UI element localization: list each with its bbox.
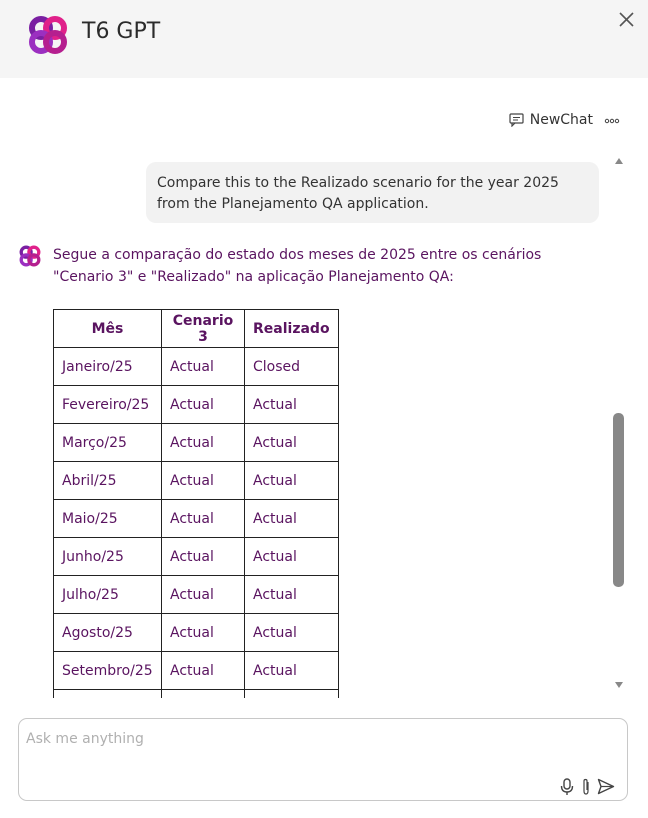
table-row [54,576,339,614]
assistant-avatar-icon [18,245,42,267]
table-row [54,462,339,500]
new-chat-button[interactable] [509,112,593,128]
table-row [54,614,339,652]
chat-scrollbar[interactable] [612,155,626,695]
table-cell: Março/25 [54,424,162,462]
table-cell: Actual [162,386,245,424]
comparison-table [53,309,339,698]
table-cell: Actual [162,424,245,462]
table-cell: Actual [245,386,339,424]
t6-logo-icon [27,15,69,55]
table-cell: Actual [162,462,245,500]
table-cell [245,690,339,699]
header-cenario-3: Cenario 3 [162,310,245,348]
table-cell: Actual [245,462,339,500]
table-cell: Actual [162,614,245,652]
table-cell [162,690,245,699]
assistant-message: Segue a comparação do estado dos meses de 2025 entre os cenários "Cenario 3" e "Realizado" na aplicação Planejamento QA: [53,247,542,285]
new-chat-label: NewChat [529,112,593,128]
table-row [54,652,339,690]
table-cell: Closed [245,348,339,386]
header [0,0,648,78]
table-cell: Actual [245,500,339,538]
user-message: Compare this to the Realizado scenario for the year 2025 from the Planejamento QA application. [146,162,599,223]
table-header-row [54,310,339,348]
table-cell: Agosto/25 [54,614,162,652]
table-cell: Actual [162,538,245,576]
table-cell: Actual [162,500,245,538]
scroll-up-icon[interactable] [614,157,624,165]
microphone-icon[interactable] [560,778,574,796]
table-cell: Abril/25 [54,462,162,500]
table-row [54,538,339,576]
app-title: T6 GPT [82,19,161,44]
table-cell: Actual [245,614,339,652]
chat-messages [0,150,612,698]
table-cell: Actual [245,424,339,462]
table-cell: Fevereiro/25 [54,386,162,424]
table-cell: Junho/25 [54,538,162,576]
chat-bubble-icon [509,113,524,127]
table-cell: Actual [162,652,245,690]
table-cell: Julho/25 [54,576,162,614]
scroll-down-icon[interactable] [614,681,624,689]
send-icon[interactable] [597,778,615,795]
table-row [54,386,339,424]
table-cell: Actual [245,652,339,690]
table-cell: Actual [162,348,245,386]
chat-input-box [18,718,628,801]
chat-toolbar [509,110,620,130]
table-cell: Maio/25 [54,500,162,538]
paperclip-icon[interactable] [581,778,591,796]
chat-input[interactable] [26,727,546,751]
table-cell: Actual [245,576,339,614]
close-icon[interactable] [616,9,638,31]
table-row [54,348,339,386]
table-cell: Actual [245,538,339,576]
table-cell: Actual [162,576,245,614]
header-realizado: Realizado [245,310,339,348]
table-cell: Janeiro/25 [54,348,162,386]
table-row [54,500,339,538]
table-row [54,690,339,699]
table-cell: Setembro/25 [54,652,162,690]
scroll-thumb[interactable] [613,413,624,587]
more-horizontal-icon[interactable] [604,112,620,128]
header-mes: Mês [54,310,162,348]
table-row [54,424,339,462]
table-cell [54,690,162,699]
